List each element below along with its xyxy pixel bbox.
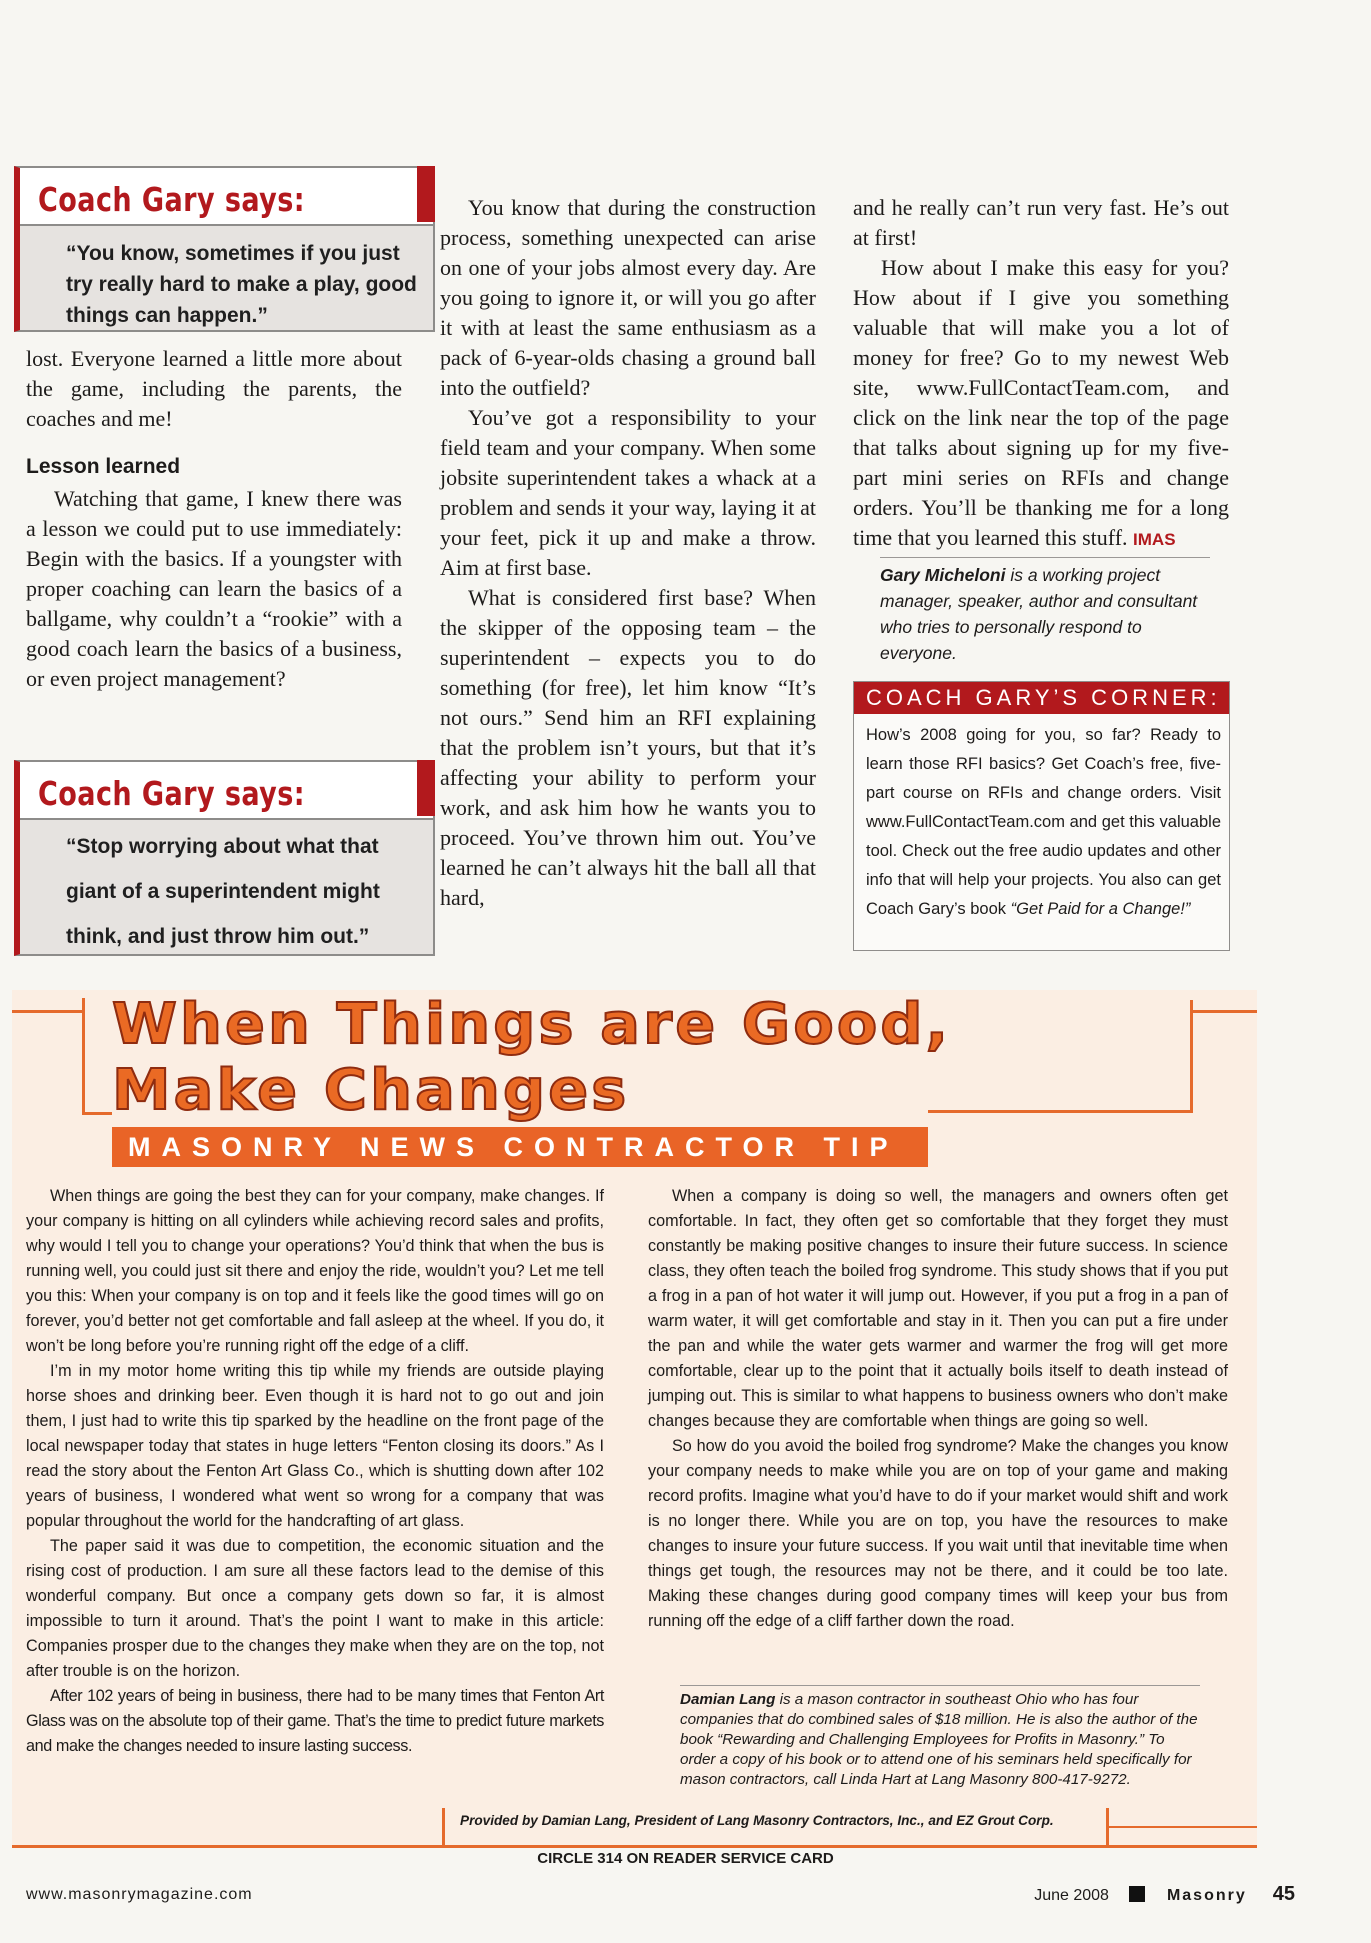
tip-author-bio xyxy=(680,1690,1200,1790)
col3-para-2 xyxy=(853,253,1229,555)
footer-magazine-name: Masonry xyxy=(1166,1887,1247,1904)
provided-by-credit: Provided by Damian Lang, President of Lang Masonry Contractors, Inc., and EZ Grout Corp. xyxy=(460,1813,1054,1828)
column-3 xyxy=(853,193,1229,555)
contractor-tip-banner: MASONRY NEWS CONTRACTOR TIP xyxy=(112,1127,928,1167)
tip-title-line-1: When Things are Good, xyxy=(112,992,952,1057)
author-description: is a working project manager, speaker, author and consultant who tries to personally respond to everyone. xyxy=(880,565,1198,663)
corner-text: How’s 2008 going for you, so far? Ready to learn those RFI basics? Get Coach’s free, five-part course on RFIs and change orders. Visit www.FullContactTeam.com and get this valuable tool. Check out the free audio updates and other info that will help your projects. You also can get Coach Gary’s book xyxy=(866,726,1221,918)
tip-column-right xyxy=(648,1184,1228,1634)
col2-para-1: You know that during the construction process, something unexpected can arise on one of your jobs almost every day. Are you going to ignore it, or will you go after it with at least the same enthusiasm as a pack of 6-year-olds chasing a ground ball into the outfield? xyxy=(440,195,816,400)
tip-column-left xyxy=(26,1184,604,1759)
coach-garys-corner xyxy=(853,681,1230,951)
coach-box-tab xyxy=(417,760,435,816)
frame-line xyxy=(12,1010,82,1013)
column-2 xyxy=(440,193,816,913)
corner-book-title: “Get Paid for a Change!” xyxy=(1010,900,1191,918)
col1-para-2: Watching that game, I knew there was a lesson we could put to use immediately: Begin with the basics. If a youngster with proper coaching can learn the basics of a ballgame, why couldn’t a “rookie” with a good coach learn the basics of a business, or even project management? xyxy=(26,486,402,691)
col2-para-2: You’ve got a responsibility to your field team and your company. When some jobsite superintendent takes a whack at a problem and sends it your way, laying it at your feet, pick it up and make a throw. Aim at first base. xyxy=(440,405,816,580)
corner-body xyxy=(854,714,1229,924)
col2-para-3: What is considered first base? When the skipper of the opposing team – the superintendent – expects you to do something (for free), let him know “It’s not ours.” Send him an RFI explaining that the problem isn’t yours, but that it’s affecting your ability to perform your work, and ask him how he wants you to proceed. You’ve thrown him out. You’ve learned he can’t always hit the ball all that hard, xyxy=(440,585,816,910)
col3-para-2-text: How about I make this easy for you? How about if I give you something valuable that will make you a lot of money for free? Go to my newest Web site, www.FullContactTeam.com, and click on the link near the top of the page that talks about signing up for my five-part mini series on RFIs and change orders. You’ll be thanking me for a long time that you learned this stuff. xyxy=(853,255,1229,550)
corner-title: COACH GARY’S CORNER: xyxy=(854,682,1229,714)
coach-gary-box-1 xyxy=(14,166,435,332)
col3-para-1: and he really can’t run very fast. He’s out at first! xyxy=(853,195,1229,250)
bio-text: is a mason contractor in southeast Ohio who has four companies that do combined sales of $18 million. He is also the author of the book “Rewarding and Challenging Employees for Profits in Masonry.” To order a copy of his book or to attend one of his seminars held specifically for mason contractors, call Linda Hart at Lang Masonry 800-417-9272. xyxy=(680,1691,1198,1788)
frame-line xyxy=(1106,1826,1257,1828)
coach-box-quote: “Stop worrying about what that giant of a superintendent might think, and just throw him out.” xyxy=(66,835,380,948)
tip-title-line-2: Make Changes xyxy=(112,1058,630,1123)
reader-service-note: CIRCLE 314 ON READER SERVICE CARD xyxy=(537,1850,834,1867)
footer-website: www.masonrymagazine.com xyxy=(26,1886,253,1903)
coach-box-tab xyxy=(417,166,435,222)
col1-para-1: lost. Everyone learned a little more about the game, including the parents, the coaches and me! xyxy=(26,346,402,431)
frame-line xyxy=(82,1112,112,1115)
square-bullet-icon xyxy=(1129,1886,1145,1902)
lesson-learned-heading: Lesson learned xyxy=(26,455,181,478)
end-mark: IMAS xyxy=(1133,530,1176,549)
author-name: Gary Micheloni xyxy=(880,565,1006,585)
coach-box-quote: “You know, sometimes if you just try really hard to make a play, good things can happen.” xyxy=(66,242,417,327)
author-note-rule xyxy=(880,557,1210,558)
coach-box-title: Coach Gary says: xyxy=(38,180,305,219)
frame-line xyxy=(1190,1000,1193,1110)
frame-line xyxy=(442,1808,445,1846)
tip-left-para-4: After 102 years of being in business, there had to be many times that Fenton Art Glass was on the absolute top of their game. That’s the time to predict future markets and make the changes needed to insure lasting success. xyxy=(26,1687,604,1755)
tip-left-para-2: I’m in my motor home writing this tip while my friends are outside playing horse shoes and drinking beer. Even though it is hard not to go out and join them, I just had to write this tip sparked by the headline on the front page of the local newspaper today that states in huge letters “Fenton closing its doors.” As I read the story about the Fenton Art Glass Co., which is shutting down after 102 years of business, I wondered what went so wrong for a company that was popular throughout the world for the handcrafting of art glass. xyxy=(26,1362,604,1530)
tip-right-para-1: When a company is doing so well, the managers and owners often get comfortable. In fact, they often get so comfortable that they forget they must constantly be making positive changes to insure their future success. In science class, they often teach the boiled frog syndrome. This study shows that if you put a frog in a pan of hot water it will jump out. However, if you put a frog in a pan of warm water, it will get comfortable and stay in it. Then you can put a fire under the pan and while the water gets warmer and warmer the frog will get more comfortable, clear up to the point that it actually boils itself to death instead of jumping out. This is similar to what happens to business owners who don’t make changes because they are comfortable when things are going so well. xyxy=(648,1187,1228,1430)
coach-box-header xyxy=(20,762,433,820)
tip-left-para-3: The paper said it was due to competition, the economic situation and the rising cost of production. I am sure all these factors lead to the demise of this wonderful company. But once a company gets down so far, it is almost impossible to turn it around. That’s the point I want to make in this article: Companies prosper due to the changes they make when they are on the top, not after trouble is on the horizon. xyxy=(26,1537,604,1680)
frame-line xyxy=(12,1845,1257,1848)
coach-box-header xyxy=(20,168,433,226)
footer-date: June 2008 xyxy=(1034,1887,1109,1904)
coach-gary-box-2 xyxy=(14,760,435,956)
coach-box-title: Coach Gary says: xyxy=(38,774,305,813)
frame-line xyxy=(1190,1010,1257,1013)
footer-issue-info xyxy=(1034,1883,1295,1906)
bio-name: Damian Lang xyxy=(680,1691,776,1708)
frame-line xyxy=(928,1110,1193,1113)
bio-rule xyxy=(680,1685,1200,1686)
tip-left-para-1: When things are going the best they can for your company, make changes. If your company is hitting on all cylinders while achieving record sales and profits, why would I tell you to change your operations? You’d think that when the bus is running well, you could just sit there and enjoy the ride, wouldn’t you? Let me tell you this: When your company is on top and it feels like the good times will go on forever, you’d better not get comfortable and fall asleep at the wheel. If you do, it won’t be long before you’re running right off the edge of a cliff. xyxy=(26,1187,604,1355)
author-note xyxy=(880,562,1210,666)
column-1 xyxy=(26,344,402,694)
page-number: 45 xyxy=(1272,1883,1295,1905)
frame-line xyxy=(82,998,85,1113)
tip-right-para-2: So how do you avoid the boiled frog syndrome? Make the changes you know your company needs to make while you are on top of your game and making record profits. Imagine what you’d have to do if your market would shift and work is no longer there. While you are on top, you have the resources to make changes to insure your future success. If you wait until that inevitable time when things get tough, the resources may not be there, and it could be too late. Making these changes during good company times will keep your bus from running off the edge of a cliff farther down the road. xyxy=(648,1437,1228,1630)
